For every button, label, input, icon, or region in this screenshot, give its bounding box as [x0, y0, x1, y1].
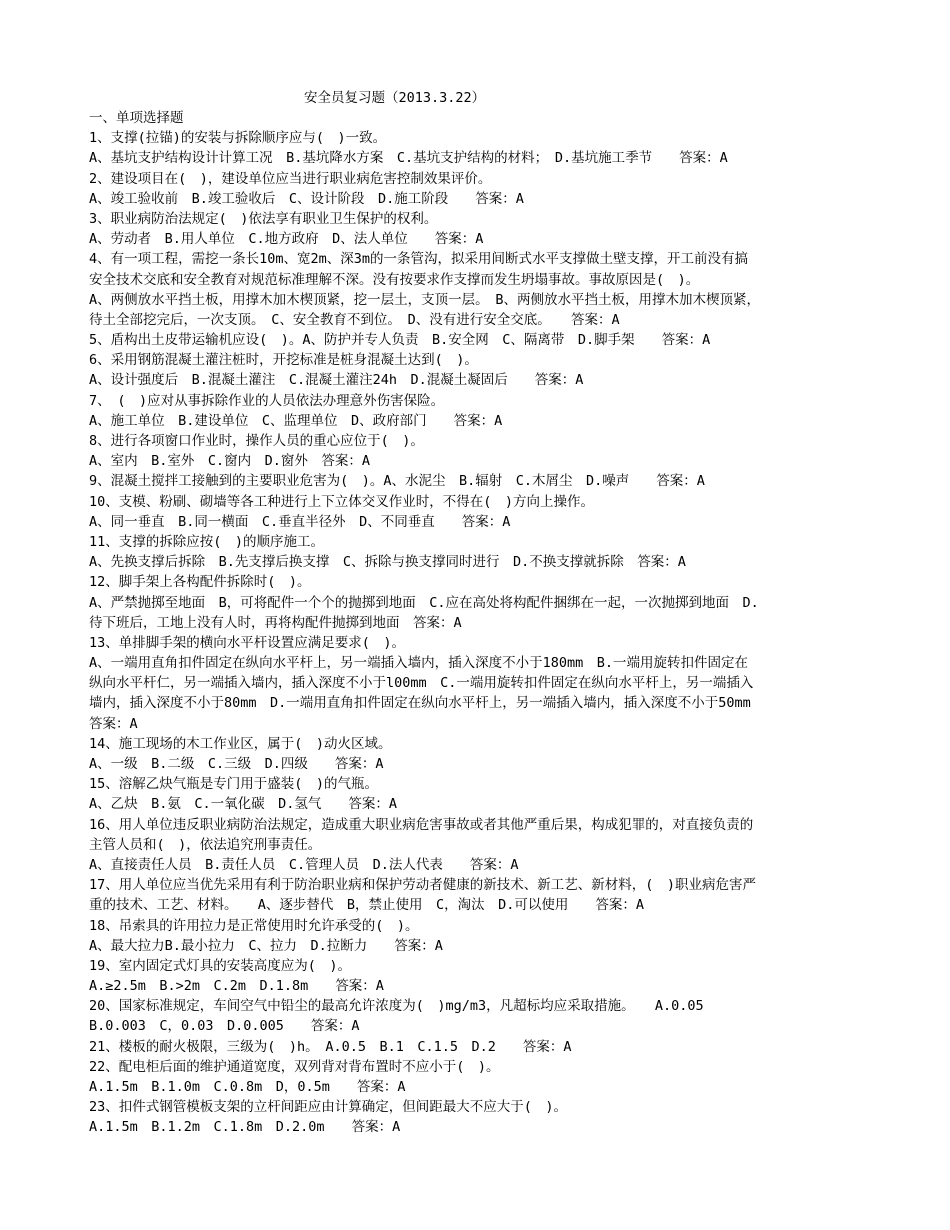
text-line: 10、支模、粉刷、砌墙等各工种进行上下立体交叉作业时，不得在( )方向上操作。: [89, 493, 595, 510]
text-line: 17、用人单位应当优先采用有利于防治职业病和保护劳动者健康的新技术、新工艺、新材料，( )职业病危害严: [89, 877, 757, 894]
text-line: 重的技术、工艺、材料。 A、逐步替代 B，禁止使用 C，淘汰 D.可以使用 答案：A: [89, 897, 645, 914]
text-line: 7、 ( )应对从事拆除作业的人员依法办理意外伤害保险。: [89, 392, 445, 409]
text-line: A、乙炔 B.氨 C.一氧化碳 D.氢气 答案：A: [89, 796, 398, 813]
text-line: 答案：A: [89, 715, 138, 732]
text-line: A、设计强度后 B.混凝土灌注 C.混凝土灌注24h D.混凝土凝固后 答案：A: [89, 372, 584, 389]
text-line: 20、国家标准规定，车间空气中铅尘的最高允许浓度为( )mg/m3，凡超标均应采取措施。 A.0.05: [89, 998, 704, 1015]
text-line: A、施工单位 B.建设单位 C、监理单位 D、政府部门 答案：A: [89, 412, 503, 429]
text-line: 16、用人单位违反职业病防治法规定，造成重大职业病危害事故或者其他严重后果，构成犯罪的，对直接负责的: [89, 816, 754, 833]
text-line: A.1.5m B.1.2m C.1.8m D.2.0m 答案：A: [89, 1119, 401, 1136]
text-line: 待土全部挖完后，一次支顶。 C、安全教育不到位。 D、没有进行安全交底。 答案：A: [89, 311, 620, 328]
text-line: A、直接责任人员 B.责任人员 C.管理人员 D.法人代表 答案：A: [89, 856, 519, 873]
text-line: 15、溶解乙炔气瓶是专门用于盛装( )的气瓶。: [89, 776, 379, 793]
text-line: 19、室内固定式灯具的安装高度应为( )。: [89, 957, 352, 974]
text-line: 纵向水平杆仁，另一端插入墙内，插入深度不小于l00mm C.一端用旋转扣件固定在纵向水平杆上，另一端插入: [89, 675, 754, 692]
text-line: A、室内 B.室外 C.窗内 D.窗外 答案：A: [89, 453, 371, 470]
text-line: 8、进行各项窗口作业时，操作人员的重心应位于( )。: [89, 433, 424, 449]
text-line: 18、吊索具的许用拉力是正常使用时允许承受的( )。: [89, 917, 419, 934]
text-line: B.0.003 C，0.03 D.0.005 答案：A: [89, 1018, 360, 1035]
text-line: 23、扣件式钢管模板支架的立杆间距应由计算确定，但间距最大不应大于( )。: [89, 1099, 568, 1116]
text-line: 安全技术交底和安全教育对规范标准理解不深。没有按要求作支撑而发生坍塌事故。事故原因是( )。: [89, 271, 700, 288]
text-line: 14、施工现场的木工作业区，属于( )动火区域。: [89, 735, 392, 752]
text-line: 22、配电柜后面的维护通道宽度，双列背对背布置时不应小于( )。: [89, 1058, 500, 1075]
text-line: A、严禁抛掷至地面 B，可将配件一个个的抛掷到地面 C.应在高处将构配件捆绑在一起，一次抛掷到地面 D.: [89, 594, 759, 611]
document-title: 安全员复习题（2013.3.22）: [304, 90, 486, 106]
text-line: 12、脚手架上各构配件拆除时( )。: [89, 574, 311, 591]
text-line: A、基坑支护结构设计计算工况 B.基坑降水方案 C.基坑支护结构的材料； D.基坑施工季节 答案：A: [89, 150, 728, 167]
text-line: 墙内，插入深度不小于80mm D.一端用直角扣件固定在纵向水平杆上，另一端插入墙内，插入深度不小于50mm: [89, 695, 751, 712]
text-line: A、一端用直角扣件固定在纵向水平杆上，另一端插入墙内，插入深度不小于180mm B.一端用旋转扣件固定在: [89, 655, 749, 672]
text-line: 3、职业病防治法规定( )依法享有职业卫生保护的权利。: [89, 210, 438, 227]
text-line: 13、单排脚手架的横向水平杆设置应满足要求( )。: [89, 634, 406, 651]
text-line: 主管人员和( )，依法追究刑事责任。: [89, 836, 322, 853]
text-line: 2、建设项目在( )，建设单位应当进行职业病危害控制效果评价。: [89, 170, 492, 187]
text-line: 11、支撑的拆除应按( )的顺序施工。: [89, 533, 325, 550]
document-body: [89, 108, 864, 1138]
text-line: A、一级 B.二级 C.三级 D.四级 答案：A: [89, 756, 384, 772]
text-line: A、竣工验收前 B.竣工验收后 C、设计阶段 D.施工阶段 答案：A: [89, 190, 524, 207]
text-line: A、最大拉力B.最小拉力 C、拉力 D.拉断力 答案：A: [89, 937, 443, 954]
text-line: A、同一垂直 B.同一横面 C.垂直半径外 D、不同垂直 答案：A: [89, 513, 511, 530]
text-line: A、先换支撑后拆除 B.先支撑后换支撑 C、拆除与换支撑同时进行 D.不换支撑就拆除 答案：A: [89, 554, 686, 571]
text-line: 6、采用钢筋混凝土灌注桩时，开挖标准是桩身混凝土达到( )。: [89, 352, 478, 369]
text-line: 5、盾构出土皮带运输机应设( )。A、防护并专人负责 B.安全网 C、隔离带 D.脚手架 答案：A: [89, 332, 711, 349]
text-line: A.1.5m B.1.0m C.0.8m D，0.5m 答案：A: [89, 1079, 406, 1095]
text-line: 1、支撑(拉锚)的安装与拆除顺序应与( )一致。: [89, 130, 387, 147]
text-line: A、两侧放水平挡土板，用撑木加木楔顶紧，挖一层土，支顶一层。 B、两侧放水平挡土板，用撑木加木楔顶紧，: [89, 291, 761, 308]
text-line: A.≥2.5m B.>2m C.2m D.1.8m 答案：A: [89, 978, 384, 995]
text-line: A、劳动者 B.用人单位 C.地方政府 D、法人单位 答案：A: [89, 231, 484, 248]
text-line: 21、楼板的耐火极限，三级为( )h。 A.0.5 B.1 C.1.5 D.2 答案：A: [89, 1038, 572, 1055]
text-line: 9、混凝土搅拌工接触到的主要职业危害为( )。A、水泥尘 B.辐射 C.木屑尘 D.噪声 答案：A: [89, 473, 705, 490]
text-line: 4、有一项工程，需挖一条长10m、宽2m、深3m的一条管沟，拟采用间断式水平支撑做土壁支撑，开工前没有搞: [89, 251, 749, 268]
text-line: 待下班后，工地上没有人时，再将构配件抛掷到地面 答案：A: [89, 614, 462, 631]
text-line: 一、单项选择题: [89, 110, 184, 126]
